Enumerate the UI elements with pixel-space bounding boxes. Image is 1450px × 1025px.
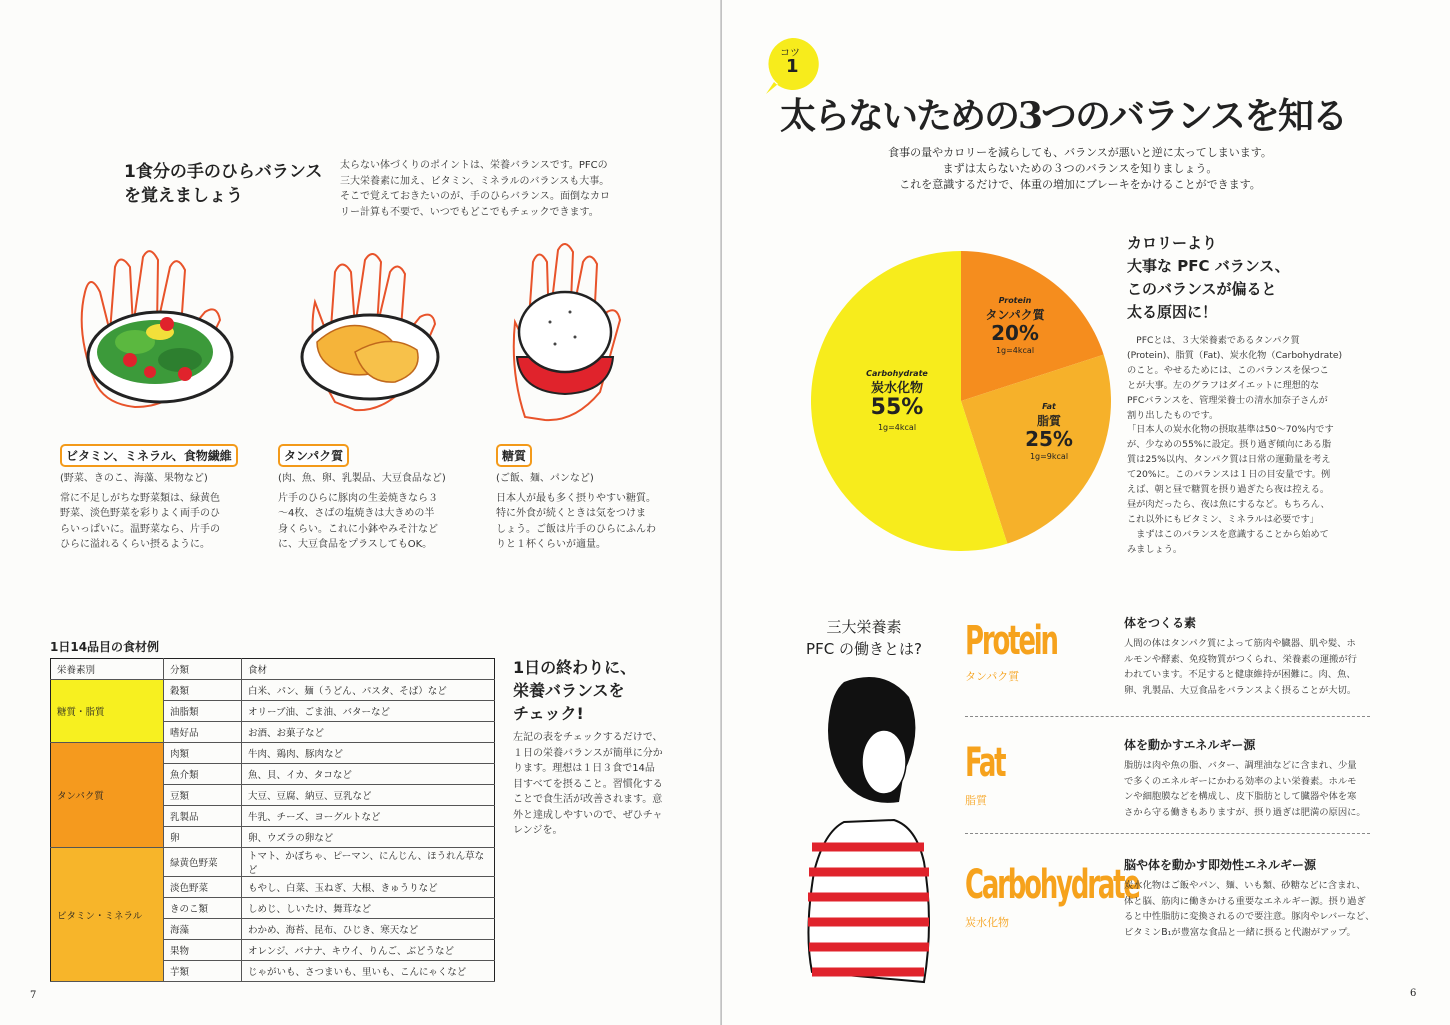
food-cell: トマト、かぼちゃ、ピーマン、にんじん、ほうれん草など — [242, 848, 495, 877]
check-heading: 1日の終わりに、 栄養バランスを チェック! — [513, 658, 637, 723]
category-cell: 海藻 — [164, 919, 242, 940]
food-cell: しめじ、しいたけ、舞茸など — [242, 898, 495, 919]
carb-big-label: Carbohydrate — [965, 862, 1139, 908]
carb-jp-label: 炭水化物 — [965, 916, 1009, 929]
lead-text: 食事の量やカロリーを減らしても、バランスが悪いと逆に太ってしまいます。 まずは太らないための３つのバランスを知りましょう。 これを意識するだけで、体重の増加にブレーキをかけることができます。 — [888, 146, 1272, 191]
rice-bowl — [517, 292, 613, 394]
category-cell: 乳製品 — [164, 806, 242, 827]
hand-caption-carb: 糖質 (ご飯、麺、パンなど) 日本人が最も多く摂りやすい糖質。 特に外食が続くときは気をつけま しょう。ご飯は片手のひらにふんわ りと１杯くらいが適量。 — [496, 444, 696, 553]
table-header-row — [51, 659, 495, 680]
palm-balance-heading: 1食分の手のひらバランス を覚えましょう — [124, 162, 323, 206]
food-cell: オレンジ、バナナ、キウイ、りんご、ぶどうなど — [242, 940, 495, 961]
hand-caption-protein: タンパク質 (肉、魚、卵、乳製品、大豆食品など) 片手のひらに豚肉の生姜焼きなら３ ～4枚、さばの塩焼きは大きめの半 身くらい。これに小鉢やみそ汁など に、大豆食品をプラスしてもOK。 — [278, 444, 478, 553]
tag-vitamin: ビタミン、ミネラル、食物繊維 — [60, 444, 238, 467]
category-cell: 油脂類 — [164, 701, 242, 722]
category-cell: 緑黄色野菜 — [164, 848, 242, 877]
category-cell: 芋類 — [164, 961, 242, 982]
kotsu-number: 1 — [786, 56, 799, 77]
table-header-cell: 分類 — [164, 659, 242, 680]
fat-body: 脂肪は肉や魚の脂、バター、調理油などに含まれ、少量 で多くのエネルギーにかわる効率のよい栄養素。ホルモ ンや細胞膜などを構成し、皮下脂肪として臓器や体を寒 さから守る働きもありますが、摂り過ぎは肥満の原因に。 — [1124, 760, 1366, 818]
category-cell: 果物 — [164, 940, 242, 961]
food-cell: 牛肉、鶏肉、豚肉など — [242, 743, 495, 764]
table-row — [51, 848, 495, 877]
food-cell: お酒、お菓子など — [242, 722, 495, 743]
food-cell: 魚、貝、イカ、タコなど — [242, 764, 495, 785]
food-cell: 白米、パン、麺（うどん、パスタ、そば）など — [242, 680, 495, 701]
category-cell: きのこ類 — [164, 898, 242, 919]
food-cell: オリーブ油、ごま油、バターなど — [242, 701, 495, 722]
food-cell: わかめ、海苔、昆布、ひじき、寒天など — [242, 919, 495, 940]
carb-body: 炭水化物はご飯やパン、麺、いも類、砂糖などに含まれ、 体と脳、筋肉に働きかける重要なエネルギー源。摂り過ぎ ると中性脂肪に変換されるので要注意。豚肉やレバーなど、 ビタミンB₁が豊富な食品と一緒に摂ると代謝がアップ。 — [1124, 880, 1375, 938]
category-cell: 穀類 — [164, 680, 242, 701]
side-heading: カロリーより 大事な PFC バランス、 このバランスが偏ると 太る原因に！ — [1127, 234, 1290, 321]
pfc-divider-1 — [965, 716, 1370, 717]
food-cell: もやし、白菜、玉ねぎ、大根、きゅうりなど — [242, 877, 495, 898]
category-cell: 豆類 — [164, 785, 242, 806]
table-row — [51, 743, 495, 764]
category-cell: 魚介類 — [164, 764, 242, 785]
fat-title: 体を動かすエネルギー源 — [1124, 738, 1256, 752]
food-cell: 牛乳、チーズ、ヨーグルトなど — [242, 806, 495, 827]
nutrient-group-cell: 糖質・脂質 — [51, 680, 164, 743]
food-table — [50, 658, 495, 982]
food-cell: 卵、ウズラの卵など — [242, 827, 495, 848]
protein-big-label: Protein — [965, 618, 1057, 664]
tag-protein: タンパク質 — [278, 444, 349, 467]
nutrient-group-cell: ビタミン・ミネラル — [51, 848, 164, 982]
side-body: PFCとは、３大栄養素であるタンパク質 (Protein)、脂質（Fat)、炭水化物（Carbohydrate) のこと。やせるためには、このバランスを保つこ とが大事。左のグラフはダイエットに理想的な PFCバランスを、管理栄養士の清水加奈子さんが 割り出したものです。 「日本人の炭水化物の摂取基準は50〜70%内です が、少なめの55%に設定。摂り過ぎ傾向にある脂 質は25%以内、タンパク質は日常の運動量を考え て20%に。このバランスは１日の目安量です。例 えば、朝と昼で糖質を摂り過ぎたら夜は控える。 昼が肉だったら、夜は魚にするなど。もちろん、 これ以外にもビタミン、ミネラルは必要です」 まずはこのバランスを意識することから始めて みましょう。 — [1127, 335, 1343, 555]
page-title: 太らないための3つのバランスを知る — [780, 95, 1346, 137]
palm-illustrations — [55, 232, 675, 432]
kotsu-label: コツ — [780, 48, 800, 59]
fat-label: Fat 脂質 25% 1g=9kcal — [1025, 402, 1073, 461]
right-page — [722, 0, 1450, 1025]
protein-jp-label: タンパク質 — [965, 670, 1020, 683]
tag-carb: 糖質 — [496, 444, 532, 467]
food-table-title: 1日14品目の食材例 — [50, 640, 160, 654]
palm-balance-intro: 太らない体づくりのポイントは、栄養バランスです。PFCの 三大栄養素に加え、ビタミン、ミネラルのバランスも大事。 そこで覚えておきたいのが、手のひらバランス。面倒なカロ リー計算も不要で、いつでもどこでもチェックできます。 — [340, 160, 610, 218]
category-cell: 嗜好品 — [164, 722, 242, 743]
check-body: 左記の表をチェックするだけで、 １日の栄養バランスが簡単に分か ります。理想は１日３食で14品 目すべてを摂ること。習慣化する ことで食生活が改善されます。意 外と達成しやすいので、ぜひチャ レンジを。 — [513, 732, 663, 836]
table-header-cell: 栄養素別 — [51, 659, 164, 680]
hand-caption-vitamin: ビタミン、ミネラル、食物繊維 (野菜、きのこ、海藻、果物など) 常に不足しがちな野菜類は、緑黄色 野菜、淡色野菜を彩りよく両手のひ らいっぱいに。温野菜なら、片手の ひらに溢れるくらい摂るように。 — [60, 444, 260, 553]
fat-big-label: Fat — [965, 740, 1005, 786]
protein-body: 人間の体はタンパク質によって筋肉や臓器、肌や髪、ホ ルモンや酵素、免疫物質がつくられ、栄養素の運搬が行 われています。不足すると健康維持が困難に。肉、魚、 卵、乳製品、大豆食品をバランスよく摂ることが大切。 — [1124, 638, 1357, 696]
pfc-question: 三大栄養素 PFC の働きとは? — [806, 618, 922, 658]
category-cell: 肉類 — [164, 743, 242, 764]
left-page — [0, 0, 722, 1025]
nutrient-group-cell: タンパク質 — [51, 743, 164, 848]
table-row — [51, 680, 495, 701]
carb-title: 脳や体を動かす即効性エネルギー源 — [1124, 858, 1317, 872]
carb-label: Carbohydrate 炭水化物 55% 1g=4kcal — [866, 369, 928, 432]
pfc-divider-2 — [965, 833, 1370, 834]
table-header-cell: 食材 — [242, 659, 495, 680]
food-cell: 大豆、豆腐、納豆、豆乳など — [242, 785, 495, 806]
category-cell: 卵 — [164, 827, 242, 848]
protein-title: 体をつくる素 — [1124, 616, 1197, 630]
woman-illustration — [784, 672, 954, 1012]
protein-label: Protein タンパク質 20% 1g=4kcal — [985, 296, 1045, 355]
food-cell: じゃがいも、さつまいも、里いも、こんにゃくなど — [242, 961, 495, 982]
page-number-left: 7 — [30, 990, 37, 1001]
fat-jp-label: 脂質 — [965, 794, 987, 807]
category-cell: 淡色野菜 — [164, 877, 242, 898]
page-number-right: 6 — [1410, 988, 1417, 999]
